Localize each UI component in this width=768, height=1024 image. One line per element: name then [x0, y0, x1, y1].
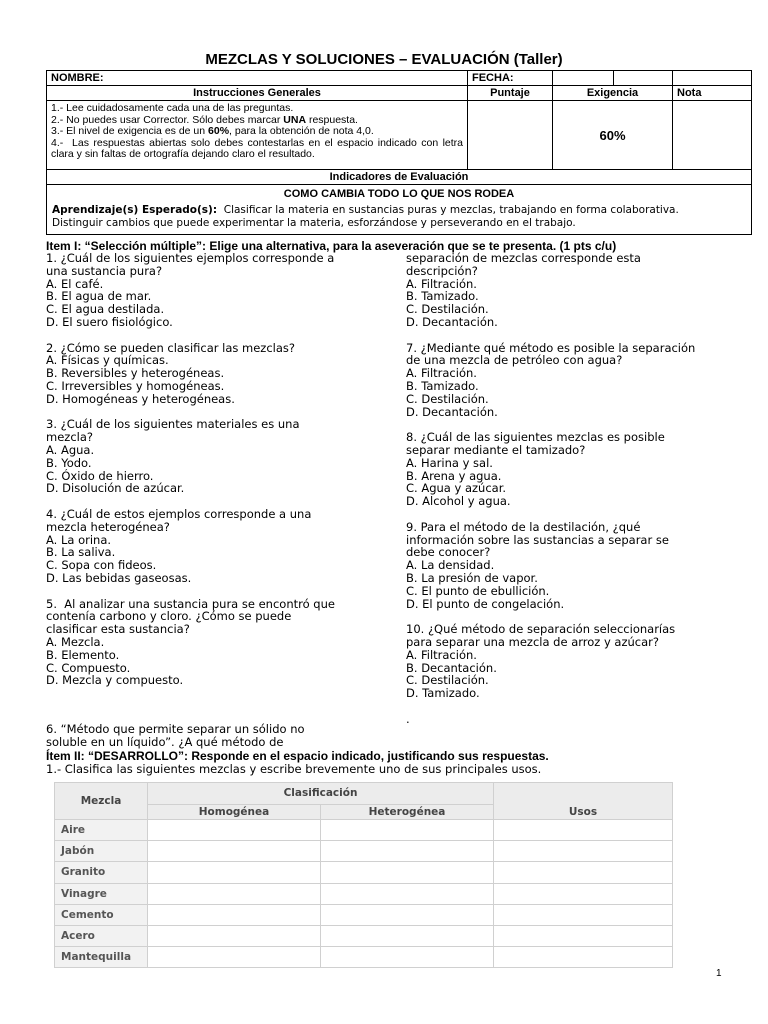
aprendizaje-text-2: Distinguir cambios que puede experimentar la materia, esforzándose y perseverando en el trabajo.: [52, 217, 576, 229]
page-number: 1: [716, 968, 722, 979]
exigencia-value: 60%: [553, 101, 673, 170]
homogenea-cell[interactable]: [148, 820, 321, 841]
mixture-name: Acero: [55, 925, 148, 946]
homogenea-cell[interactable]: [148, 841, 321, 862]
nota-label: Nota: [673, 86, 752, 101]
table-row: [55, 820, 673, 841]
homogenea-cell[interactable]: [148, 947, 321, 968]
item1-heading: Item I: “Selección múltiple”: Elige una alternativa, para la aseveración que se te presenta. (1 pts c/u): [46, 239, 617, 253]
mixture-name: Granito: [55, 862, 148, 883]
table-row: [55, 862, 673, 883]
usos-cell[interactable]: [494, 862, 673, 883]
homogenea-cell[interactable]: [148, 904, 321, 925]
mixtures-table: [54, 782, 673, 968]
homogenea-cell[interactable]: [148, 883, 321, 904]
mixture-name: Cemento: [55, 904, 148, 925]
indicadores-label: Indicadores de Evaluación: [47, 170, 752, 185]
fecha-field-2[interactable]: [614, 71, 673, 86]
nota-value-cell: [673, 101, 752, 170]
page-title: MEZCLAS Y SOLUCIONES – EVALUACIÓN (Taller): [205, 51, 563, 68]
exigencia-label: Exigencia: [553, 86, 673, 101]
col-clasificacion: Clasificación: [148, 783, 494, 805]
homogenea-cell[interactable]: [148, 862, 321, 883]
heterogenea-cell[interactable]: [321, 862, 494, 883]
aprendizaje-cell: [47, 185, 752, 235]
usos-cell[interactable]: [494, 820, 673, 841]
heterogenea-cell[interactable]: [321, 947, 494, 968]
usos-cell[interactable]: [494, 841, 673, 862]
instruction-2: 2.- No puedes usar Corrector. Sólo debes marcar UNA respuesta.: [51, 113, 358, 126]
mixture-name: Vinagre: [55, 883, 148, 904]
instrucciones-label: Instrucciones Generales: [47, 86, 468, 101]
question-6-start: 6. “Método que permite separar un sólido no soluble en un líquido”. ¿A qué método de: [46, 722, 305, 749]
item2-instruction: 1.- Clasifica las siguientes mezclas y escribe brevemente uno de sus principales usos.: [46, 762, 542, 776]
heterogenea-cell[interactable]: [321, 883, 494, 904]
table-row: [55, 947, 673, 968]
fecha-field[interactable]: [553, 71, 614, 86]
mixture-name: Jabón: [55, 841, 148, 862]
questions-left-column: 1. ¿Cuál de los siguientes ejemplos corresponde a una sustancia pura? A. El café. B. El agua de mar. C. El agua destilada. D. El suero fisiológico. 2. ¿Cómo se pueden clasificar las mezclas? A. Físicas y químicas. B. Reversibles y heterogéneas. C. Irreversibles y homogéneas. D. Homogéneas y heterogéneas. 3. ¿Cuál de los siguientes materiales es una mezcla? A. Agua. B. Yodo. C. Óxido de hierro. D. Disolución de azúcar. 4. ¿Cuál de estos ejemplos corresponde a una mezcla heterogénea? A. La orina. B. La saliva. C. Sopa con fideos. D. Las bebidas gaseosas. 5. Al analizar una sustancia pura se encontró que contenía carbono y cloro. ¿Cómo se puede clasificar esta sustancia? A. Mezcla. B. Elemento. C. Compuesto. D. Mezcla y compuesto.: [46, 251, 335, 688]
instruction-4: 4.- Las respuestas abiertas solo debes contestarlas en el espacio indicado con letra clara y sin faltas de ortografía dejando claro el resultado.: [51, 136, 463, 161]
usos-cell[interactable]: [494, 947, 673, 968]
col-heterogenea: Heterogénea: [321, 804, 494, 819]
col-usos: Usos: [494, 804, 673, 819]
heterogenea-cell[interactable]: [321, 820, 494, 841]
heterogenea-cell[interactable]: [321, 841, 494, 862]
fecha-label: FECHA:: [468, 71, 553, 86]
fecha-field-3[interactable]: [673, 71, 752, 86]
usos-cell[interactable]: [494, 904, 673, 925]
puntaje-value-cell: [468, 101, 553, 170]
instruction-1: 1.- Lee cuidadosamente cada una de las preguntas.: [51, 102, 294, 114]
instruction-3: 3.- El nivel de exigencia es de un 60%, para la obtención de nota 4,0.: [51, 125, 374, 138]
mixture-name: Mantequilla: [55, 947, 148, 968]
table-row: [55, 841, 673, 862]
table-row: [55, 883, 673, 904]
heterogenea-cell[interactable]: [321, 904, 494, 925]
unidad-title: COMO CAMBIA TODO LO QUE NOS RODEA: [283, 188, 515, 200]
item2-heading: Ítem II: “DESARROLLO”: Responde en el espacio indicado, justificando sus respuestas.: [46, 749, 549, 763]
usos-cell[interactable]: [494, 925, 673, 946]
instructions-cell: [47, 101, 468, 170]
questions-right-column: separación de mezclas corresponde esta descripción? A. Filtración. B. Tamizado. C. Destilación. D. Decantación. 7. ¿Mediante qué método es posible la separación de una mezcla de petróleo con agua? A. Filtración. B. Tamizado. C. Destilación. D. Decantación. 8. ¿Cuál de las siguientes mezclas es posible separar mediante el tamizado? A. Harina y sal. B. Arena y agua. C. Agua y azúcar. D. Alcohol y agua. 9. Para el método de la destilación, ¿qué información sobre las sustancias a separar se debe conocer? A. La densidad. B. La presión de vapor. C. El punto de ebullición. D. El punto de congelación. 10. ¿Qué método de separación seleccionarías para separar una mezcla de arroz y azúcar? A. Filtración. B. Decantación. C. Destilación. D. Tamizado. .: [406, 251, 696, 726]
col-mezcla: Mezcla: [55, 783, 148, 820]
table-row: [55, 904, 673, 925]
mixture-name: Aire: [55, 820, 148, 841]
header-table: [46, 70, 752, 235]
aprendizaje-text: Clasificar la materia en sustancias puras y mezclas, trabajando en forma colaborativa.: [223, 204, 679, 216]
table-row: [55, 925, 673, 946]
col-homogenea: Homogénea: [148, 804, 321, 819]
aprendizaje-label: Aprendizaje(s) Esperado(s):: [52, 204, 218, 216]
heterogenea-cell[interactable]: [321, 925, 494, 946]
puntaje-label: Puntaje: [468, 86, 553, 101]
homogenea-cell[interactable]: [148, 925, 321, 946]
nombre-label: NOMBRE:: [47, 71, 468, 86]
usos-cell[interactable]: [494, 883, 673, 904]
